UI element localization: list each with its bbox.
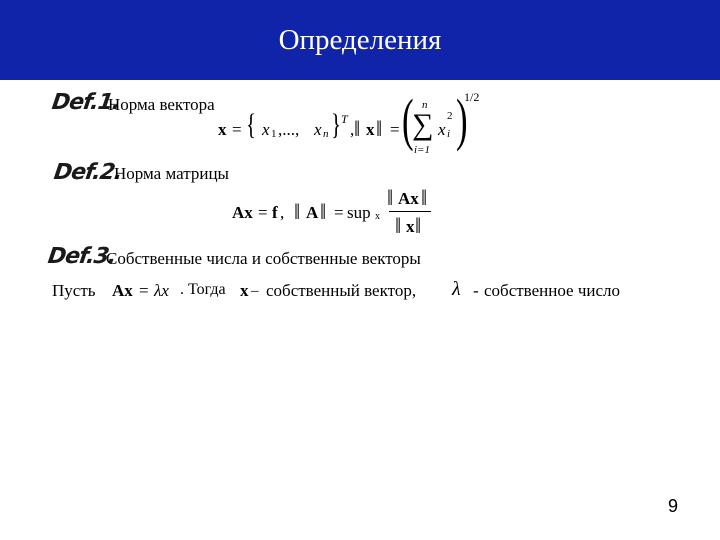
f1-lparen: ( bbox=[402, 87, 414, 152]
f1-eq2: = bbox=[390, 120, 400, 139]
vector-text: собственный вектор, bbox=[266, 281, 417, 300]
f1-T: T bbox=[341, 112, 348, 126]
page-number: 9 bbox=[667, 496, 678, 516]
f1-sigma: ∑ bbox=[412, 108, 434, 141]
title-bar bbox=[0, 0, 720, 80]
f2-num: Ax bbox=[398, 189, 419, 208]
f1-x1: x bbox=[262, 120, 270, 139]
f1-dots: ,..., bbox=[278, 120, 300, 139]
dash-1: – bbox=[251, 283, 259, 299]
f1-sup2: 2 bbox=[447, 110, 453, 122]
f1-xi: x bbox=[438, 120, 446, 139]
slide-title: Определения bbox=[278, 24, 442, 56]
eq-lx: λx bbox=[154, 281, 169, 300]
def2-text: Норма матрицы bbox=[114, 164, 229, 183]
f2-den-left: ‖ bbox=[395, 213, 402, 238]
f1-comma: , bbox=[350, 120, 355, 139]
f2-f: f bbox=[272, 203, 278, 222]
f1-rparen: ) bbox=[456, 87, 468, 152]
f2-eq2: = bbox=[334, 203, 344, 222]
f2-sup: sup bbox=[347, 203, 371, 222]
f2-norm-right: ‖ bbox=[320, 199, 327, 224]
f1-sum-bottom: i=1 bbox=[414, 144, 430, 156]
f2-Ax: Ax bbox=[232, 203, 253, 222]
f1-norm-left: ‖ bbox=[354, 116, 361, 141]
f2-num-left: ‖ bbox=[387, 185, 394, 210]
f1-power: 1/2 bbox=[464, 90, 480, 104]
def3-text: Собственные числа и собственные векторы bbox=[106, 249, 421, 268]
f2-den: x bbox=[406, 217, 415, 236]
f1-norm-x: x bbox=[366, 120, 375, 139]
f2-norm-left: ‖ bbox=[294, 199, 301, 224]
f1-sub1: 1 bbox=[271, 128, 277, 140]
f2-A: A bbox=[306, 203, 319, 222]
def1-text: Норма вектора bbox=[108, 95, 215, 114]
number-text: собственное число bbox=[484, 281, 621, 300]
f1-x: x bbox=[218, 120, 227, 139]
pust-text: Пусть bbox=[52, 281, 96, 300]
dash-2: - bbox=[473, 281, 479, 300]
f1-lbrace: { bbox=[246, 108, 257, 141]
def1-tag: Def.1. bbox=[50, 90, 122, 115]
f1-rbrace: } bbox=[331, 108, 342, 141]
lambda-symbol: λ bbox=[452, 278, 461, 300]
f2-den-right: ‖ bbox=[415, 213, 422, 238]
eq-Ax: Ax bbox=[112, 281, 133, 300]
f1-sub-i: i bbox=[447, 128, 451, 140]
f2-eq: = bbox=[258, 203, 268, 222]
f1-norm-right: ‖ bbox=[376, 116, 383, 141]
f2-fraction-bar bbox=[389, 211, 431, 212]
def3-tag: Def.3. bbox=[46, 244, 118, 269]
f1-eq: = bbox=[232, 120, 242, 139]
eigenvector-x: x bbox=[240, 281, 249, 300]
f2-num-right: ‖ bbox=[421, 185, 428, 210]
f1-sum-top: n bbox=[422, 99, 428, 111]
f2-comma: , bbox=[280, 203, 285, 222]
f1-subn: n bbox=[323, 128, 329, 140]
f1-xn: x bbox=[314, 120, 322, 139]
eq-sign: = bbox=[139, 281, 149, 300]
togda-text: . Тогда bbox=[180, 281, 226, 298]
f2-sub-x: x bbox=[375, 211, 380, 222]
def2-tag: Def.2. bbox=[52, 160, 124, 185]
